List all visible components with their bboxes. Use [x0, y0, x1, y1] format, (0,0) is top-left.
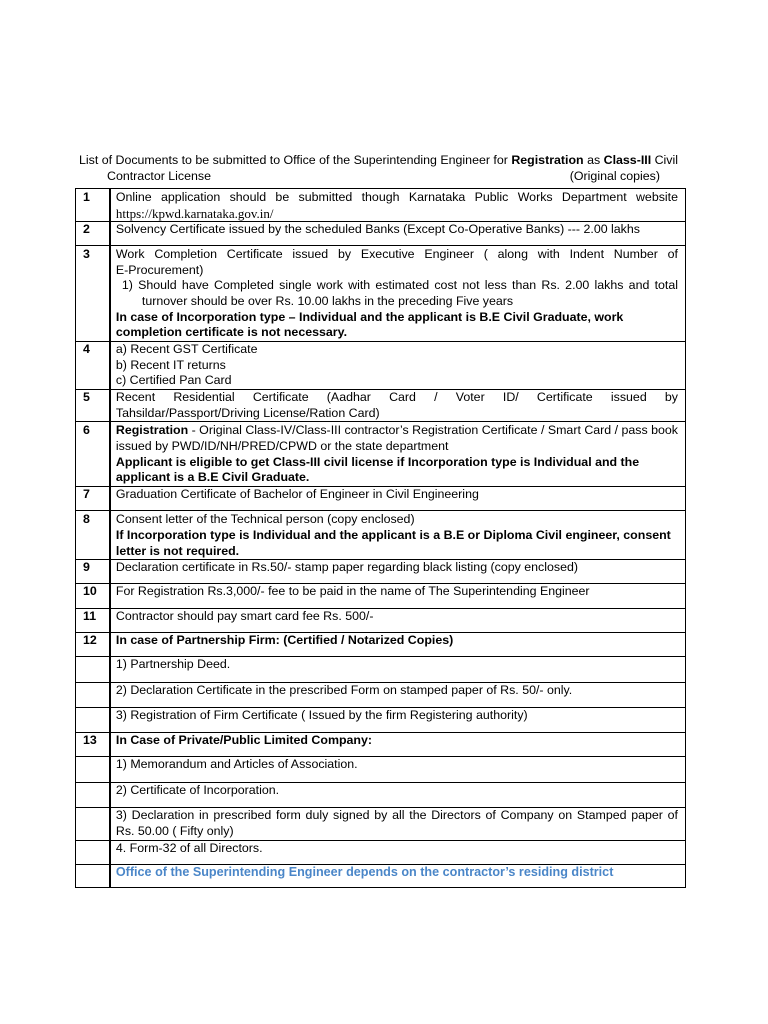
- heading-copies: (Original copies): [569, 169, 660, 183]
- table-row: [76, 246, 686, 342]
- row-number: 6: [76, 422, 110, 487]
- sub-item-text: 1) Should have Completed single work with estimated cost not less than Rs. 2.00 lakhs and total: [121, 278, 678, 293]
- table-row: [76, 633, 686, 657]
- row-text: Online application should be submitted though Karnataka Public Works Department website: [115, 190, 678, 204]
- company-item: 1) Memorandum and Articles of Association.: [110, 757, 686, 783]
- partnership-item: 1) Partnership Deed.: [110, 657, 686, 683]
- section-heading: In Case of Private/Public Limited Company:: [110, 733, 686, 757]
- row-content: [110, 511, 686, 560]
- documents-table: [75, 188, 686, 888]
- row-text: [116, 423, 678, 439]
- row-text: For Registration Rs.3,000/- fee to be paid in the name of The Superintending Engineer: [110, 584, 686, 609]
- row-note: In case of Incorporation type – Individual and the applicant is B.E Civil Graduate, work completion certificate is not necessary.: [115, 309, 624, 340]
- row-number: 1: [76, 189, 110, 222]
- row-text: Work Completion Certificate issued by Executive Engineer ( along with Indent Number of: [115, 247, 678, 262]
- row-note: Applicant is eligible to get Class-III civil license if Incorporation type is Individual and the applicant is a B.E Civil Graduate.: [115, 454, 640, 485]
- row-number: 12: [76, 633, 110, 657]
- row-text: Recent Residential Certificate (Aadhar Card / Voter ID/ Certificate issued by: [115, 390, 678, 405]
- heading-line-2: [79, 168, 691, 184]
- row-number: 5: [76, 390, 110, 422]
- table-row: [76, 609, 686, 633]
- row-number: 11: [76, 609, 110, 633]
- company-item: 4. Form-32 of all Directors.: [110, 840, 686, 864]
- row-text: Declaration certificate in Rs.50/- stamp paper regarding black listing (copy enclosed): [110, 560, 686, 584]
- row-content: [110, 390, 686, 422]
- row-number-empty: [76, 864, 110, 887]
- company-item: 2) Certificate of Incorporation.: [110, 783, 686, 808]
- sub-item-text: turnover should be over Rs. 10.00 lakhs in the preceding Five years: [141, 293, 514, 308]
- company-item: [110, 808, 686, 840]
- table-row: [76, 783, 686, 808]
- row-text-rest: - Original Class-IV/Class-III contractor’s Registration Certificate / Smart Card / pass book: [188, 423, 678, 438]
- website-url: https://kpwd.karnataka.gov.in/: [115, 205, 274, 221]
- table-row: [76, 757, 686, 783]
- row-content: [110, 246, 686, 342]
- footer-note: Office of the Superintending Engineer depends on the contractor’s residing district: [110, 864, 686, 887]
- row-text: Solvency Certificate issued by the scheduled Banks (Except Co-Operative Banks) --- 2.00 lakhs: [110, 222, 686, 246]
- row-number: 3: [76, 246, 110, 342]
- row-text: issued by PWD/ID/NH/PRED/CPWD or the state department: [115, 438, 449, 453]
- row-content: [110, 342, 686, 390]
- row-text: Consent letter of the Technical person (copy enclosed): [115, 512, 415, 527]
- row-content: [110, 189, 686, 222]
- row-number-empty: [76, 808, 110, 840]
- row-number-empty: [76, 840, 110, 864]
- row-text: c) Certified Pan Card: [115, 373, 232, 388]
- row-number: 13: [76, 733, 110, 757]
- row-number: 10: [76, 584, 110, 609]
- table-row: [76, 189, 686, 222]
- table-row: [76, 511, 686, 560]
- row-text: E-Procurement): [115, 262, 204, 277]
- company-item-text: 3) Declaration in prescribed form duly signed by all the Directors of Company on Stamped paper of: [115, 808, 678, 823]
- row-number-empty: [76, 657, 110, 683]
- heading-line-1: [79, 152, 691, 168]
- table-row: [76, 422, 686, 487]
- row-number: 4: [76, 342, 110, 390]
- row-number: 9: [76, 560, 110, 584]
- table-row: [76, 840, 686, 864]
- heading-license: Contractor License: [107, 169, 211, 183]
- table-row: [76, 683, 686, 708]
- table-row: [76, 708, 686, 733]
- table-row: [76, 584, 686, 609]
- row-text: Contractor should pay smart card fee Rs. 500/-: [110, 609, 686, 633]
- table-row: [76, 487, 686, 511]
- table-row: [76, 560, 686, 584]
- table-row: [76, 864, 686, 887]
- row-number-empty: [76, 708, 110, 733]
- heading-registration: Registration: [511, 153, 584, 167]
- row-number: 7: [76, 487, 110, 511]
- row-number: 8: [76, 511, 110, 560]
- row-text: Tahsildar/Passport/Driving License/Ration Card): [115, 405, 380, 420]
- heading-as: as: [587, 153, 601, 167]
- row-text: Graduation Certificate of Bachelor of Engineer in Civil Engineering: [110, 487, 686, 511]
- heading-civil: Civil: [654, 153, 679, 167]
- row-content: [110, 422, 686, 487]
- sub-item: [116, 278, 678, 309]
- table-row: [76, 657, 686, 683]
- table-row: [76, 808, 686, 840]
- document-heading: [79, 152, 691, 184]
- row-number-empty: [76, 783, 110, 808]
- partnership-item: 3) Registration of Firm Certificate ( Issued by the firm Registering authority): [110, 708, 686, 733]
- table-row: [76, 342, 686, 390]
- company-item-text: Rs. 50.00 ( Fifty only): [115, 823, 234, 838]
- row-number: 2: [76, 222, 110, 246]
- heading-prefix: List of Documents to be submitted to Office of the Superintending Engineer for: [79, 153, 508, 167]
- row-text: b) Recent IT returns: [115, 357, 226, 372]
- row-number-empty: [76, 683, 110, 708]
- heading-class: Class-III: [603, 153, 652, 167]
- table-row: [76, 733, 686, 757]
- row-label: Registration: [115, 423, 189, 438]
- partnership-item: 2) Declaration Certificate in the prescribed Form on stamped paper of Rs. 50/- only.: [110, 683, 686, 708]
- row-note: If Incorporation type is Individual and the applicant is a B.E or Diploma Civil engineer, consent letter is not required.: [115, 527, 671, 558]
- section-heading: In case of Partnership Firm: (Certified / Notarized Copies): [110, 633, 686, 657]
- row-text: a) Recent GST Certificate: [115, 342, 258, 357]
- row-number-empty: [76, 757, 110, 783]
- table-row: [76, 222, 686, 246]
- table-row: [76, 390, 686, 422]
